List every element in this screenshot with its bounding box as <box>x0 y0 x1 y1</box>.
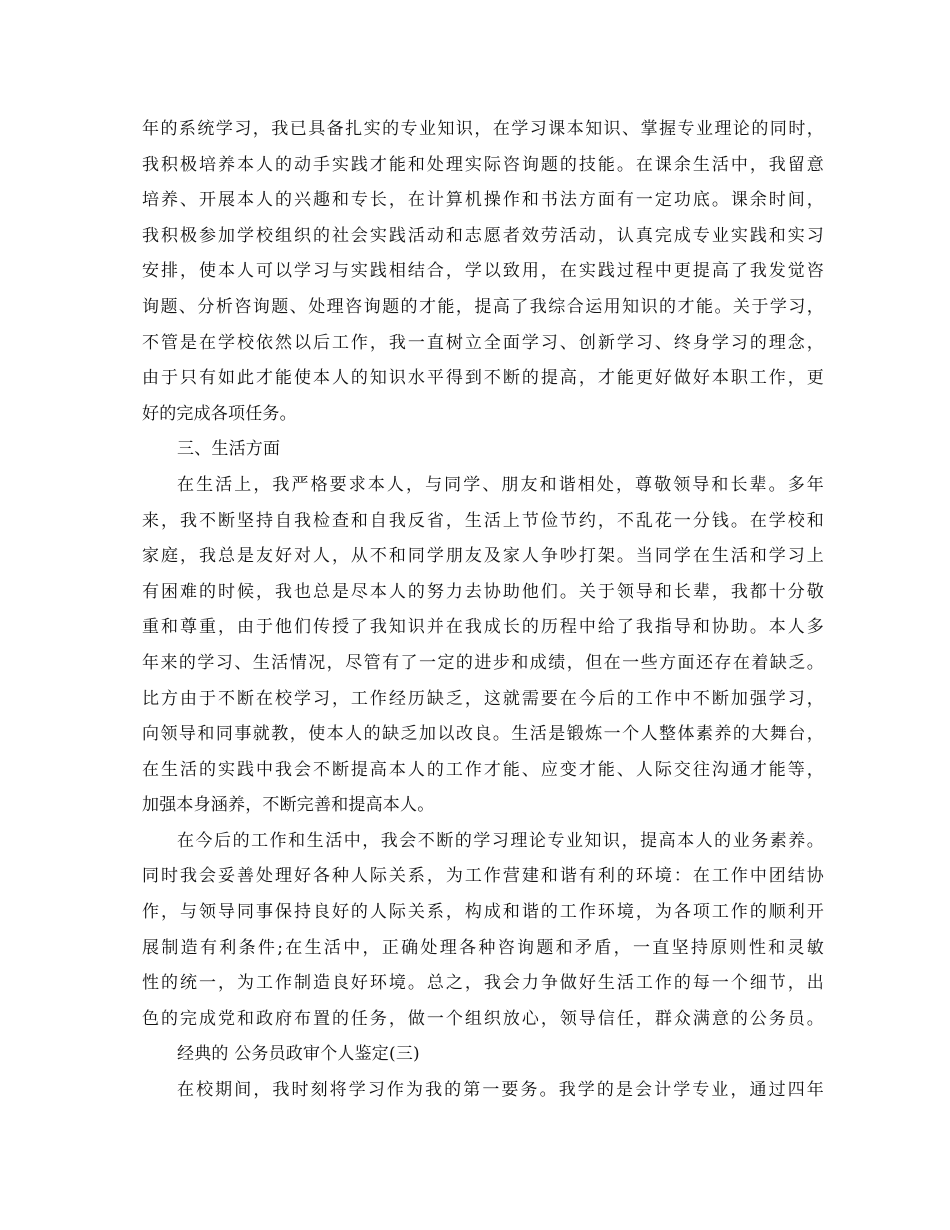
text-line: 比方由于不断在校学习，工作经历缺乏，这就需要在今后的工作中不断加强学习， <box>142 688 824 709</box>
text-line: 年来的学习、生活情况，尽管有了一定的进步和成绩，但在一些方面还存在着缺乏。 <box>142 652 824 673</box>
text-line: 好的完成各项任务。 <box>142 403 297 424</box>
text-line: 色的完成党和政府布置的任务，做一个组织放心，领导信任，群众满意的公务员。 <box>142 1008 824 1029</box>
text-line: 经典的 公务员政审个人鉴定(三) <box>177 1044 420 1065</box>
text-line: 不管是在学校依然以后工作，我一直树立全面学习、创新学习、终身学习的理念， <box>142 332 824 353</box>
text-line: 询题、分析咨询题、处理咨询题的才能，提高了我综合运用知识的才能。关于学习， <box>142 296 824 317</box>
text-line: 性的统一，为工作制造良好环境。总之，我会力争做好生活工作的每一个细节，出 <box>142 973 824 994</box>
text-line: 安排，使本人可以学习与实践相结合，学以致用，在实践过程中更提高了我发觉咨 <box>142 261 824 282</box>
text-line: 我积极参加学校组织的社会实践活动和志愿者效劳活动，认真完成专业实践和实习 <box>142 225 824 246</box>
document-body <box>142 112 824 1109</box>
text-line: 作，与领导同事保持良好的人际关系，构成和谐的工作环境，为各项工作的顺利开 <box>142 902 824 923</box>
text-line: 在校期间，我时刻将学习作为我的第一要务。我学的是会计学专业，通过四年 <box>177 1080 824 1101</box>
text-line: 重和尊重，由于他们传授了我知识并在我成长的历程中给了我指导和协助。本人多 <box>142 617 824 638</box>
text-line: 向领导和同事就教，使本人的缺乏加以改良。生活是锻炼一个人整体素养的大舞台， <box>142 724 824 745</box>
text-line: 同时我会妥善处理好各种人际关系，为工作营建和谐有利的环境：在工作中团结协 <box>142 866 824 887</box>
text-line: 在生活的实践中我会不断提高本人的工作才能、应变才能、人际交往沟通才能等， <box>142 759 824 780</box>
text-line: 三、生活方面 <box>177 439 281 460</box>
text-line: 培养、开展本人的兴趣和专长，在计算机操作和书法方面有一定功底。课余时间， <box>142 190 824 211</box>
text-line: 来，我不断坚持自我检查和自我反省，生活上节俭节约，不乱花一分钱。在学校和 <box>142 510 824 531</box>
text-line: 加强本身涵养，不断完善和提高本人。 <box>142 795 435 816</box>
text-line: 年的系统学习，我已具备扎实的专业知识，在学习课本知识、掌握专业理论的同时， <box>142 119 824 139</box>
text-line: 在今后的工作和生活中，我会不断的学习理论专业知识，提高本人的业务素养。 <box>177 830 824 851</box>
text-line: 展制造有利条件;在生活中，正确处理各种咨询题和矛盾，一直坚持原则性和灵敏 <box>142 937 824 958</box>
text-line: 家庭，我总是友好对人，从不和同学朋友及家人争吵打架。当同学在生活和学习上 <box>142 546 824 567</box>
text-line: 由于只有如此才能使本人的知识水平得到不断的提高，才能更好做好本职工作，更 <box>142 368 824 389</box>
text-line: 在生活上，我严格要求本人，与同学、朋友和谐相处，尊敬领导和长辈。多年 <box>177 474 824 495</box>
text-line: 有困难的时候，我也总是尽本人的努力去协助他们。关于领导和长辈，我都十分敬 <box>142 581 824 602</box>
text-line: 我积极培养本人的动手实践才能和处理实际咨询题的技能。在课余生活中，我留意 <box>142 154 824 175</box>
